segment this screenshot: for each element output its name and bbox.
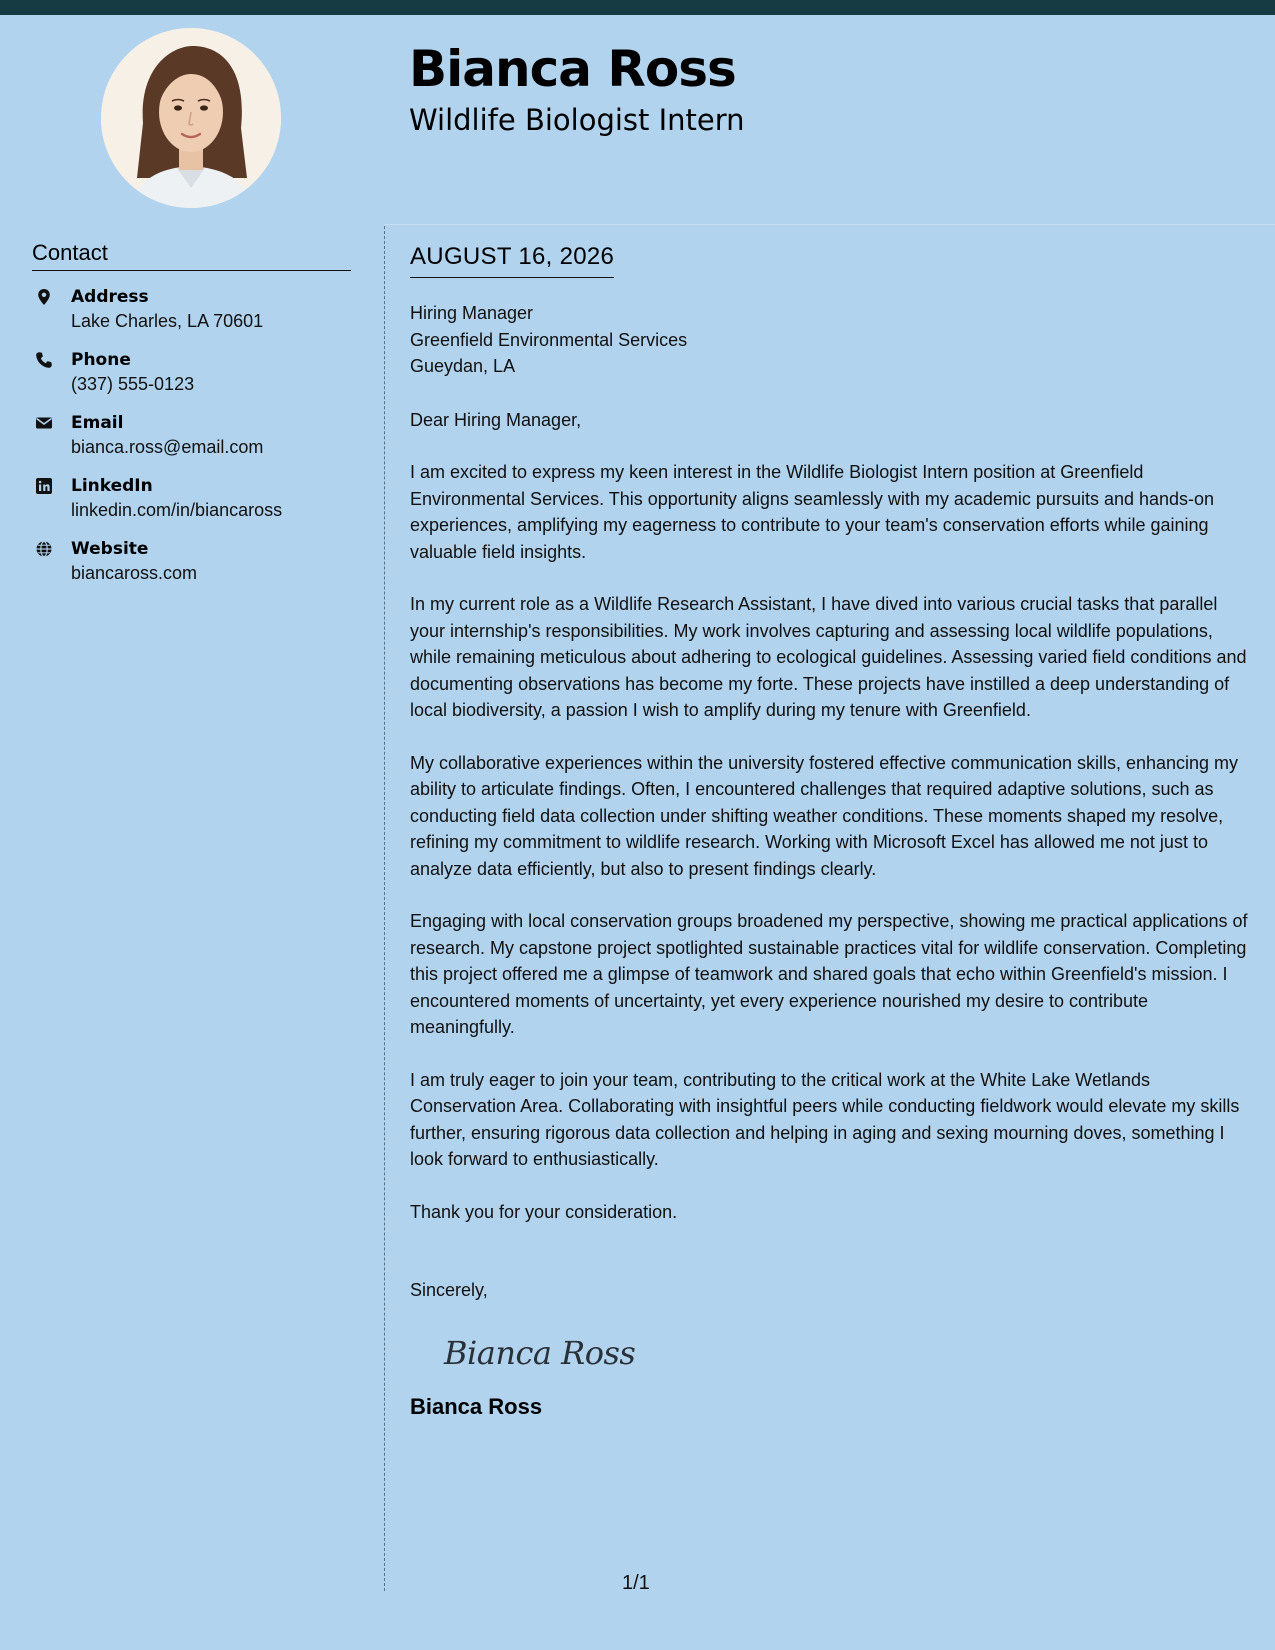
map-pin-icon [35,288,53,306]
salutation: Dear Hiring Manager, [410,409,582,430]
contact-heading: Contact [32,240,351,271]
contact-label: Email [71,413,124,433]
linkedin-icon [35,477,53,495]
profile-photo [101,28,281,208]
paragraph: My collaborative experiences within the university fostered effective communication skills, enhancing my ability to articulate findings. Often, I encountered challenges that required adaptive solutions, such as conducting field data collection under shifting weather conditions. These moments shaped my resolve, refining my commitment to wildlife research. Working with Microsoft Excel has allowed me not just to analyze data efficiently, but also to present findings clearly. [410,752,1239,879]
contact-item-website [32,537,351,600]
sender-name: Bianca Ross [410,1393,543,1419]
paragraph: In my current role as a Wildlife Research Assistant, I have dived into various crucial tasks that parallel your internship's responsibilities. My work involves capturing and assessing local wildlife populations, while remaining meticulous about adhering to ecological guidelines. Assessing varied field conditions and documenting observations has become my forte. These projects have instilled a deep understanding of local biodiversity, a passion I wish to amplify during my tenure with Greenfield. [410,594,1247,720]
recipient-block [410,300,1250,380]
recipient-location: Gueydan, LA [410,356,516,376]
header-divider [384,224,1275,225]
linkedin-link[interactable]: linkedin.com/in/biancaross [71,500,283,520]
contact-sidebar [32,240,351,600]
column-divider [384,226,385,1591]
paragraph: Engaging with local conservation groups broadened my perspective, showing me practical applications of research. My capstone project spotlighted sustainable practices vital for wildlife conservation. Completing this project offered me a glimpse of teamwork and shared goals that echo within Greenfield's mission. I encountered moments of uncertainty, yet every experience nourished my desire to contribute meaningfully. [410,911,1248,1037]
handwritten-signature: Bianca Ross [444,1333,636,1372]
page-number: 1/1 [622,1572,650,1594]
contact-item-linkedin [32,474,351,537]
sign-off: Sincerely, [410,1280,488,1300]
envelope-icon [35,414,53,432]
recipient-company: Greenfield Environmental Services [410,329,688,350]
paragraph: I am excited to express my keen interest in the Wildlife Biologist Intern position at Greenfield Environmental Services. This opportunity aligns seamlessly with my academic pursuits and hands-on experiences, amplifying my eagerness to contribute to your team's conservation efforts while gaining valuable field insights. [410,462,1215,562]
profile-photo-illustration [101,28,281,208]
contact-item-address [32,285,351,348]
contact-label: LinkedIn [71,476,153,496]
phone-icon [35,351,53,369]
email-link[interactable]: bianca.ross@email.com [71,437,264,457]
globe-icon [35,540,53,558]
website-link[interactable]: biancaross.com [71,563,198,583]
contact-item-phone [32,348,351,411]
top-accent-bar [0,0,1275,15]
contact-label: Address [71,287,149,307]
contact-item-email [32,411,351,474]
letter-body [410,243,1250,1420]
address-value: Lake Charles, LA 70601 [71,311,264,331]
job-title: Wildlife Biologist Intern [409,103,745,137]
recipient-title: Hiring Manager [410,303,534,323]
candidate-name: Bianca Ross [409,40,736,98]
paragraph: I am truly eager to join your team, contributing to the critical work at the White Lake Wetlands Conservation Area. Collaborating with insightful peers while conducting fieldwork would elevate my skills further, ensuring rigorous data collection and helping in aging and sexing mourning doves, something I look forward to enthusiastically. [410,1069,1240,1169]
contact-label: Website [71,539,149,559]
phone-value: (337) 555-0123 [71,374,195,394]
closing-thanks: Thank you for your consideration. [410,1201,678,1222]
letter-date: AUGUST 16, 2026 [410,243,614,278]
contact-label: Phone [71,350,131,370]
